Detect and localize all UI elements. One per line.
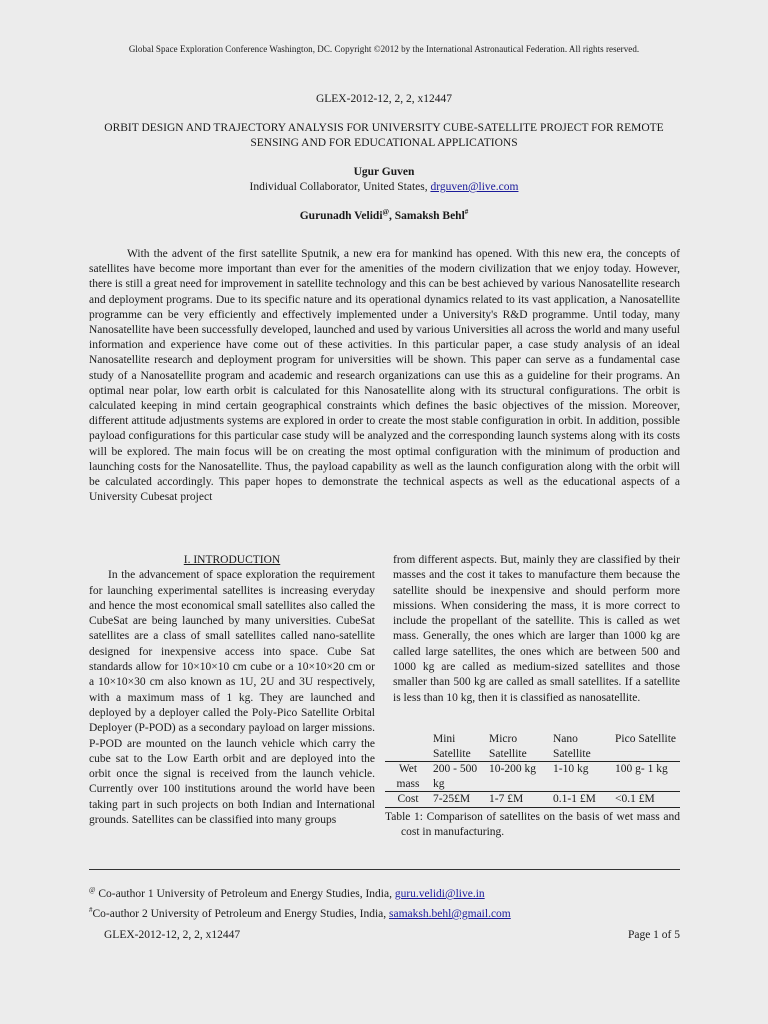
footnote-2 (89, 902, 689, 922)
table-row (385, 792, 680, 808)
table-cell: Cost (385, 792, 431, 808)
table-cell: 1-7 £M (487, 792, 551, 808)
table-header-row (385, 731, 680, 762)
author-3-mark: # (464, 208, 469, 216)
author-separator: , (389, 209, 395, 222)
author-2-mark: @ (382, 208, 390, 216)
footnote-divider (89, 869, 680, 870)
abstract: With the advent of the first satellite Sputnik, a new era for mankind has opened. With this new era, the concepts of satellites have become more important than ever for the amenities of the modern civilization that we enjoy today. However, there is still a great need for improvement in satellite technology and this can be best achieved by various Nanosatellite research and deployment programs. Due to its specific nature and its operational dynamics related to its vast application, a Nanosatellite programme can be very efficiently and effectively implemented under a University's R&D programme. Until today, many Nanosatellite have been successfully developed, launched and used by various Universities all across the world and many useful information and experience have come out of these activities. In this particular paper, a case study analysis of an ideal Nanosatellite research and deployment program for universities will be shown. This paper can serve as a fundamental case study of a Nanosatellite program and academic and research organizations can use this as a guideline for their programs. An optimal near polar, low earth orbit is calculated for this Nanosatellite along with its structural configurations. The orbit is calculated keeping in mind certain geographical constraints which defines the basic objectives of the mission. Moreover, different attitude adjustments systems are explored in order to create the most stable configuration in orbit. In addition, possible payload configurations for this particular case study will be analyzed and the corresponding launch systems along with its costs will be explored. The main focus will be on creating the most optimal configuration with the minimum of production and launching costs for the Nanosatellite. Thus, the payload capability as well as the launch configuration along with the orbit will be calculated accordingly. This paper hopes to demonstrate the technical aspects as well as the educational aspects of a University Cubesat project (89, 248, 680, 504)
table-cell: 7-25£M (431, 792, 487, 808)
footnote-1-text: Co-author 1 University of Petroleum and Energy Studies, India, (95, 887, 395, 900)
footer-paper-id: GLEX-2012-12, 2, 2, x12447 (104, 929, 241, 941)
copyright-line: Global Space Exploration Conference Washington, DC. Copyright ©2012 by the International Astronautical Federation. All rights reserved. (128, 44, 640, 54)
table-caption (385, 810, 680, 840)
page-number: Page 1 of 5 (627, 929, 680, 941)
table-cell: 0.1-1 £M (551, 792, 613, 808)
author-1-name: Ugur Guven (353, 166, 415, 178)
footnote-1-email-link[interactable]: guru.velidi@live.in (394, 887, 485, 900)
paper-id: GLEX-2012-12, 2, 2, x12447 (315, 93, 453, 105)
table-caption-text: Comparison of satellites on the basis of wet mass and cost in manufacturing. (401, 811, 680, 838)
footnote-2-text: Co-author 2 University of Petroleum and Energy Studies, India, (92, 907, 390, 920)
footnote-1-mark: @ (89, 886, 96, 894)
table-cell: 200 - 500 kg (431, 762, 487, 792)
affiliation-text: Individual Collaborator, United States, (249, 181, 431, 193)
co-authors (0, 208, 768, 222)
footnote-2-mark: # (89, 905, 93, 914)
right-column (393, 553, 680, 706)
table-header-cell (385, 731, 431, 762)
table-cell: 100 g- 1 kg (613, 762, 680, 792)
author-3-name: Samaksh Behl (394, 209, 465, 222)
introduction-right-text: from different aspects. But, mainly they are classified by their masses and the cost it takes to manufacture them because the satellite should be inexpensive and should perform more missions. When considering the mass, it is more correct to include the propellant of the satellite. This is called as wet mass. Generally, the ones which are larger than 1000 kg are called large satellites, the ones which are between 500 and 1000 kg are called as medium-sized satellites and those smaller than 500 kg are called as small satellites. If a satellite is less than 10 kg, then it is classified as nanosatellite. (393, 554, 680, 704)
table-row (385, 762, 680, 792)
footnote-1 (89, 882, 689, 902)
table-cell: 10-200 kg (487, 762, 551, 792)
paper-title: ORBIT DESIGN AND TRAJECTORY ANALYSIS FOR UNIVERSITY CUBE-SATELLITE PROJECT FOR REMOTE SENSING AND FOR EDUCATIONAL APPLICATIONS (104, 122, 664, 149)
table-cell: Wet mass (385, 762, 431, 792)
author-1-email-link[interactable]: drguven@live.com (430, 181, 519, 193)
table-header-cell: Micro Satellite (489, 733, 527, 760)
footnote-2-email-link[interactable]: samaksh.behl@gmail.com (389, 907, 511, 920)
section-heading-introduction: I. INTRODUCTION (183, 554, 281, 566)
table-cell: <0.1 £M (613, 792, 680, 808)
footnotes (89, 882, 689, 922)
left-column (89, 553, 375, 828)
table-header-cell: Mini Satellite (433, 733, 471, 760)
author-1-affiliation (0, 181, 768, 193)
table-cell: 1-10 kg (551, 762, 613, 792)
table-caption-label: Table 1: (385, 811, 423, 823)
introduction-left-text: In the advancement of space exploration the requirement for launching experimental satellites is increasing everyday and hence the most economical small satellites also called the CubeSat are being launched by many universities. CubeSat satellites are a class of small satellites called nano-satellite designed for inexpensive access into space. Cube Sat standards allow for 10×10×10 cm cube or a 10×10×20 cm or a 10×10×30 cm also known as 1U, 2U and 3U respectively, with a maximum mass of 1 kg. They are launched and deployed by a deployer called the Poly-Pico Satellite Orbital Deployer (P-POD) as a secondary payload on larger missions. P-POD are mounted on the launch vehicle which carry the cube sat to the Low Earth orbit and are deployed into the orbit once the signal is received from the launch vehicle. Currently over 100 institutions around the world have been taking part in such projects on both Indian and International grounds. Satellites can be classified into many groups (89, 569, 375, 827)
author-2-name: Gurunadh Velidi (299, 209, 383, 222)
table-header-cell: Nano Satellite (553, 733, 591, 760)
table-header-cell: Pico Satellite (615, 733, 677, 745)
satellite-comparison-table (385, 731, 680, 808)
